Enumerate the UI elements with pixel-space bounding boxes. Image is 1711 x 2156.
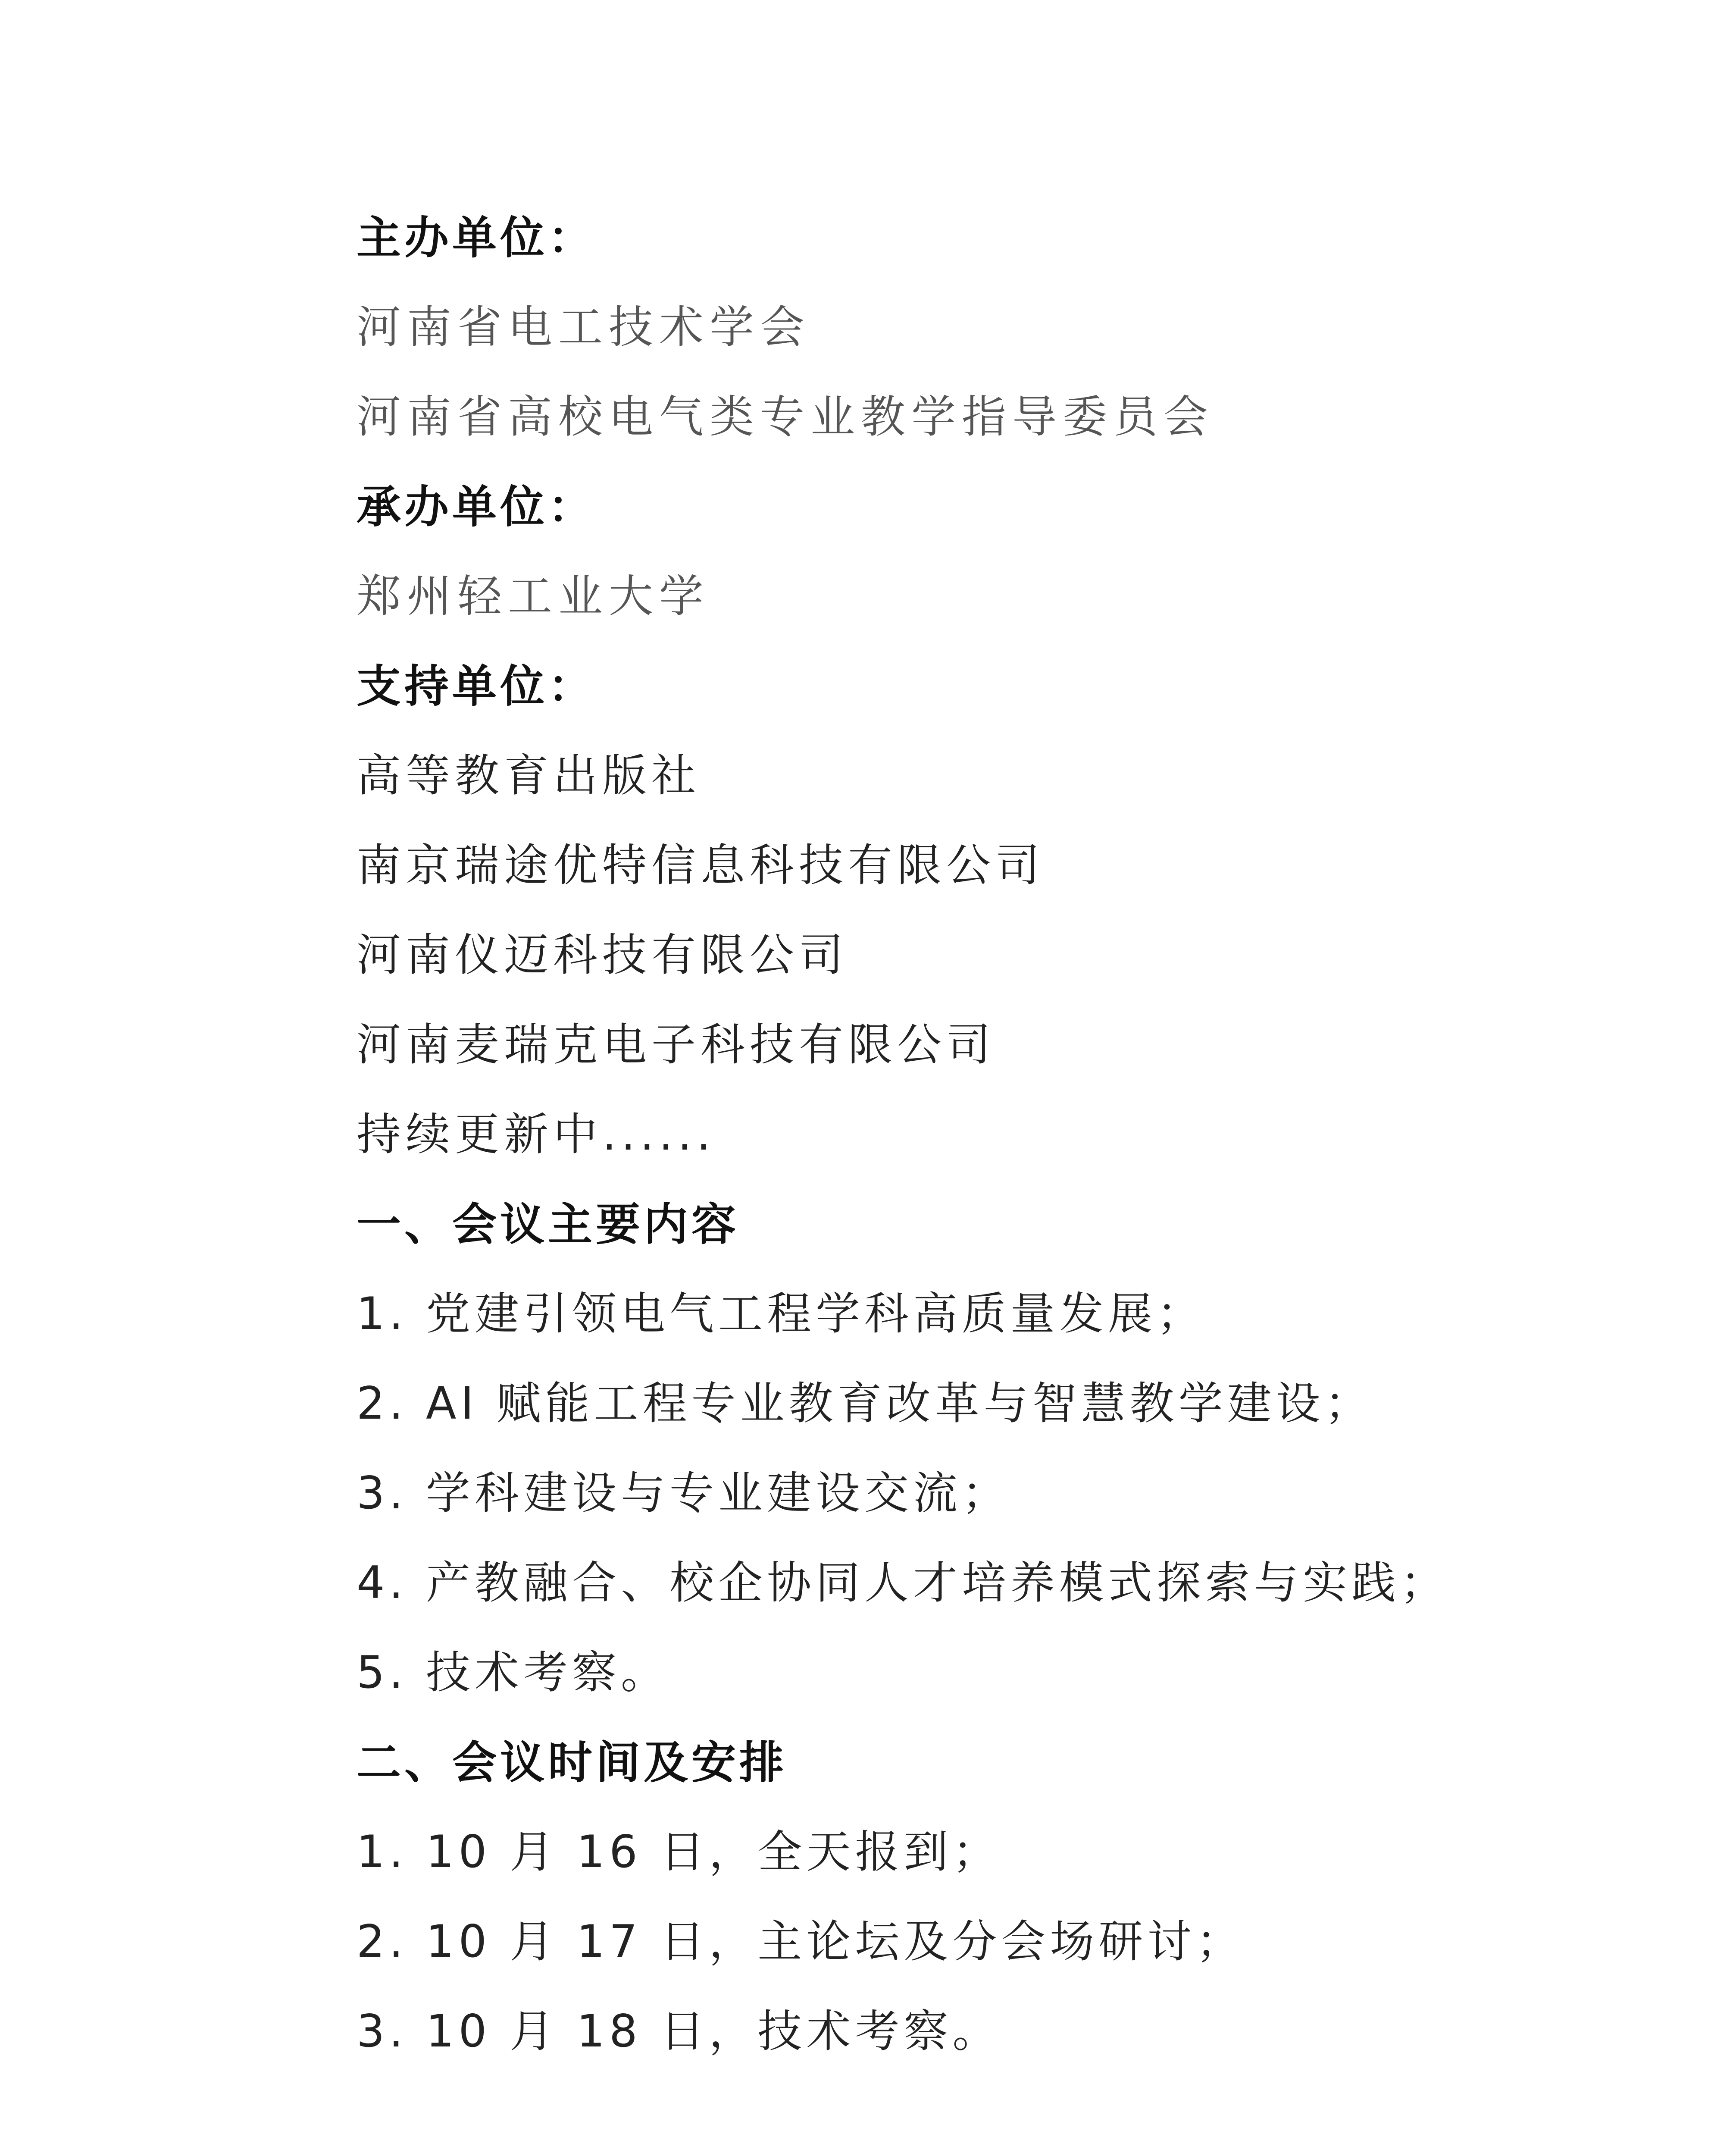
support-heading: 支持单位： <box>357 660 596 712</box>
schedule-heading: 二、会议时间及安排 <box>357 1736 787 1789</box>
content-item: 4. 产教融合、校企协同人才培养模式探索与实践； <box>357 1557 1449 1609</box>
content-item: 3. 学科建设与专业建设交流； <box>357 1467 1011 1519</box>
support-item: 高等教育出版社 <box>357 750 701 802</box>
content-heading: 一、会议主要内容 <box>357 1198 739 1250</box>
content-item: 2. AI 赋能工程专业教育改革与智慧教学建设； <box>357 1378 1373 1429</box>
host-heading: 主办单位： <box>357 212 596 264</box>
schedule-item: 1. 10 月 16 日，全天报到； <box>357 1826 1001 1878</box>
support-item: 持续更新中...... <box>357 1109 716 1160</box>
host-item: 河南省电工技术学会 <box>357 301 810 353</box>
organizer-heading: 承办单位： <box>357 481 596 533</box>
content-item: 5. 技术考察。 <box>357 1647 670 1698</box>
support-item: 河南麦瑞克电子科技有限公司 <box>357 1019 995 1071</box>
organizer-item: 郑州轻工业大学 <box>357 570 710 622</box>
schedule-item: 2. 10 月 17 日，主论坛及分会场研讨； <box>357 1916 1245 1968</box>
support-item: 南京瑞途优特信息科技有限公司 <box>357 840 1045 891</box>
schedule-item: 3. 10 月 18 日，技术考察。 <box>357 2006 1001 2057</box>
support-item: 河南仪迈科技有限公司 <box>357 929 848 981</box>
host-item: 河南省高校电气类专业教学指导委员会 <box>357 391 1214 443</box>
content-item: 1. 党建引领电气工程学科高质量发展； <box>357 1288 1206 1340</box>
document-body <box>357 212 1449 2099</box>
